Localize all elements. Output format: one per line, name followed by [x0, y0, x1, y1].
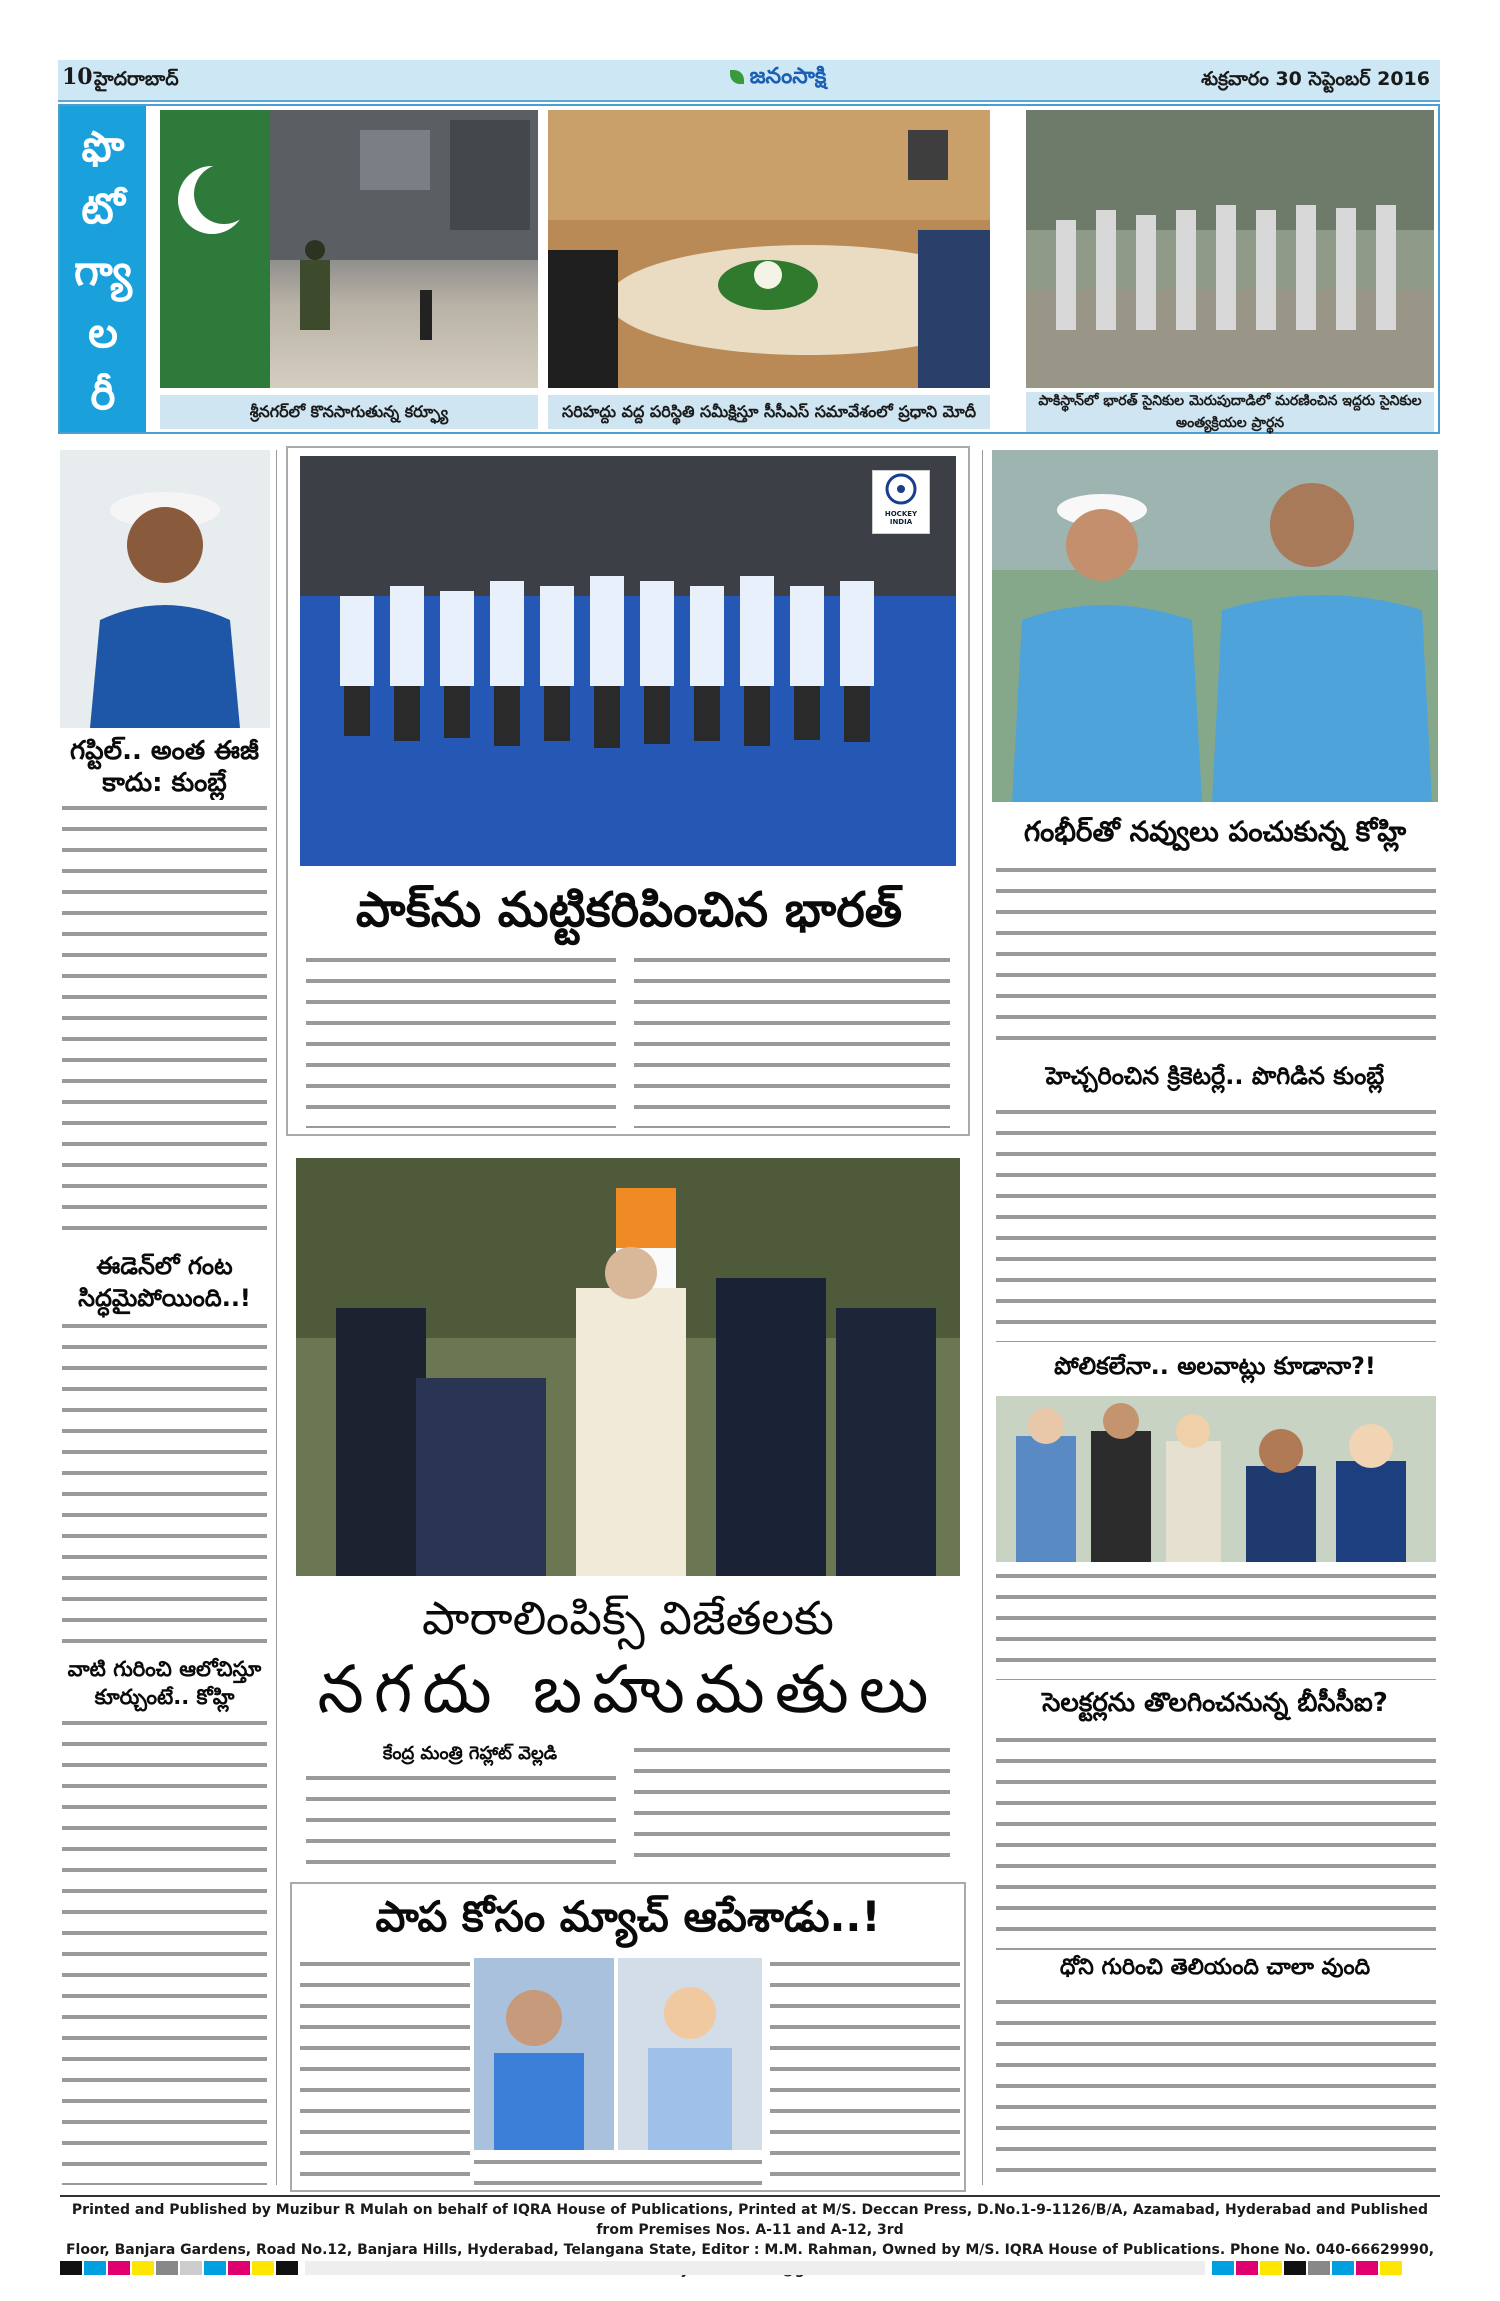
paralympic-headline-1: పారాలింపిక్స్ విజేతలకు — [422, 1591, 834, 1645]
prayer-scene — [1026, 110, 1434, 388]
gambhir-body — [996, 862, 1436, 1052]
gambhir-kohli-scene — [992, 450, 1438, 802]
gallery-title-char: రీ — [90, 370, 116, 419]
gallery-title-char: ల — [88, 308, 118, 357]
dhoni-body — [996, 1994, 1436, 2186]
curfew-scene — [160, 110, 538, 388]
gallery-title-char: టో — [81, 184, 125, 233]
registration-color-bar — [60, 2260, 1440, 2274]
issue-date: శుక్రవారం 30 సెప్టెంబర్ 2016 — [1201, 68, 1430, 90]
leaf-icon — [730, 70, 744, 84]
hockey-photo — [300, 456, 956, 866]
eden-headline: ఈడెన్‌లో గంట సిద్ధమైపోయింది..! — [78, 1252, 251, 1312]
hockey-logo-text: HOCKEY INDIA — [884, 510, 918, 526]
gallery-caption-3: పాకిస్థాన్‌లో భారత్ సైనికుల మెరుపుదాడిలో మరణించిన ఇద్దరు సైనికుల అంత్యక్రియల ప్రార్థన — [1026, 392, 1434, 432]
edition-city: హైదరాబాద్ — [94, 68, 179, 90]
page-number: 10 — [62, 64, 93, 90]
match-body-left — [300, 1956, 470, 2188]
bcci-body — [996, 1732, 1436, 1950]
masthead-logo — [678, 64, 878, 94]
gallery-caption-2: సరిహద్దు వద్ద పరిస్థితి సమీక్షిస్తూ సీసీఎస్ సమావేశంలో ప్రధాని మోదీ — [548, 395, 990, 429]
match-body-right — [770, 1956, 960, 2188]
kumble-body — [62, 800, 267, 1245]
hockey-body-right — [634, 952, 950, 1128]
imprint-line-2: Floor, Banjara Gardens, Road No.12, Banjara Hills, Hyderabad, Telangana State, Editor : M.M. Rahman, Owned by M/S. IQRA House of Publications. Phone No. 040-66629990, — [65, 2242, 1435, 2258]
match-body-center — [474, 2154, 762, 2188]
kumble-portrait — [60, 450, 270, 728]
paralympic-subhead: కేంద్ర మంత్రి గెహ్లాట్ వెల్లడి — [382, 1743, 558, 1764]
gambhir-kohli-photo — [992, 450, 1438, 802]
resemble-photo — [996, 1396, 1436, 1562]
eden-body — [62, 1318, 267, 1648]
kohli-think-body — [62, 1715, 267, 2185]
paralympic-photo — [296, 1158, 960, 1576]
child-scene — [618, 1958, 762, 2150]
warned-headline: హెచ్చరించిన క్రికెటర్లే.. పొగిడిన కుంబ్లే — [1045, 1062, 1385, 1090]
page-header — [58, 60, 1440, 102]
warned-body — [996, 1104, 1436, 1342]
bcci-headline: సెలక్టర్లను తొలగించనున్న బీసీసీఐ? — [1042, 1688, 1388, 1718]
dhoni-headline: ధోని గురించి తెలియంది చాలా వుంది — [1059, 1955, 1371, 1980]
hockey-body-left — [306, 952, 616, 1128]
gallery-photo-prayer — [1026, 110, 1434, 388]
player-scene — [474, 1958, 614, 2150]
gallery-caption-1: శ్రీనగర్‌లో కొనసాగుతున్న కర్ఫ్యూ — [160, 395, 538, 429]
gallery-title — [60, 106, 146, 432]
imprint-line-1: Printed and Published by Muzibur R Mulah on behalf of IQRA House of Publications, Printed at M/S. Deccan Press, D.No.1-9-1126/B/A, Azamabad, Hyderabad and Published from Premises Nos. A-11 and A-12, 3rd — [71, 2202, 1429, 2238]
chakra-icon — [881, 471, 921, 507]
logo-text: జనంసాక్షి — [749, 64, 827, 89]
paralympic-headline-2: నగదు బహుమతులు — [317, 1651, 939, 1728]
paralympic-scene — [296, 1158, 960, 1576]
gallery-title-char: గ్యా — [74, 246, 132, 295]
gambhir-headline: గంభీర్‌తో నవ్వులు పంచుకున్న కోహ్లి — [1023, 815, 1407, 848]
gallery-title-char: ఫొ — [81, 122, 125, 171]
match-photo-1 — [474, 1958, 614, 2150]
kumble-headline: గప్టిల్.. అంత ఈజీ కాదు: కుంబ్లే — [70, 736, 259, 798]
paralympic-body-left — [306, 1770, 616, 1870]
gallery-photo-meeting — [548, 110, 990, 388]
resemble-scene — [996, 1396, 1436, 1562]
meeting-scene — [548, 110, 990, 388]
match-photo-2 — [618, 1958, 762, 2150]
paralympic-body-right — [634, 1742, 950, 1870]
gallery-photo-curfew — [160, 110, 538, 388]
hockey-headline: పాక్‌ను మట్టికరిపించిన భారత్ — [355, 882, 903, 938]
match-headline: పాప కోసం మ్యాచ్ ఆపేశాడు..! — [375, 1892, 881, 1941]
kumble-photo — [60, 450, 270, 728]
kohli-think-headline: వాటి గురించి ఆలోచిస్తూ కూర్చుంటే.. కోహ్లి — [67, 1657, 262, 1709]
hockey-india-logo — [872, 470, 930, 534]
resemble-body — [996, 1568, 1436, 1680]
hockey-team-scene — [300, 456, 956, 866]
resemble-headline: పోలికలేనా.. అలవాట్లు కూడానా?! — [1054, 1352, 1376, 1380]
